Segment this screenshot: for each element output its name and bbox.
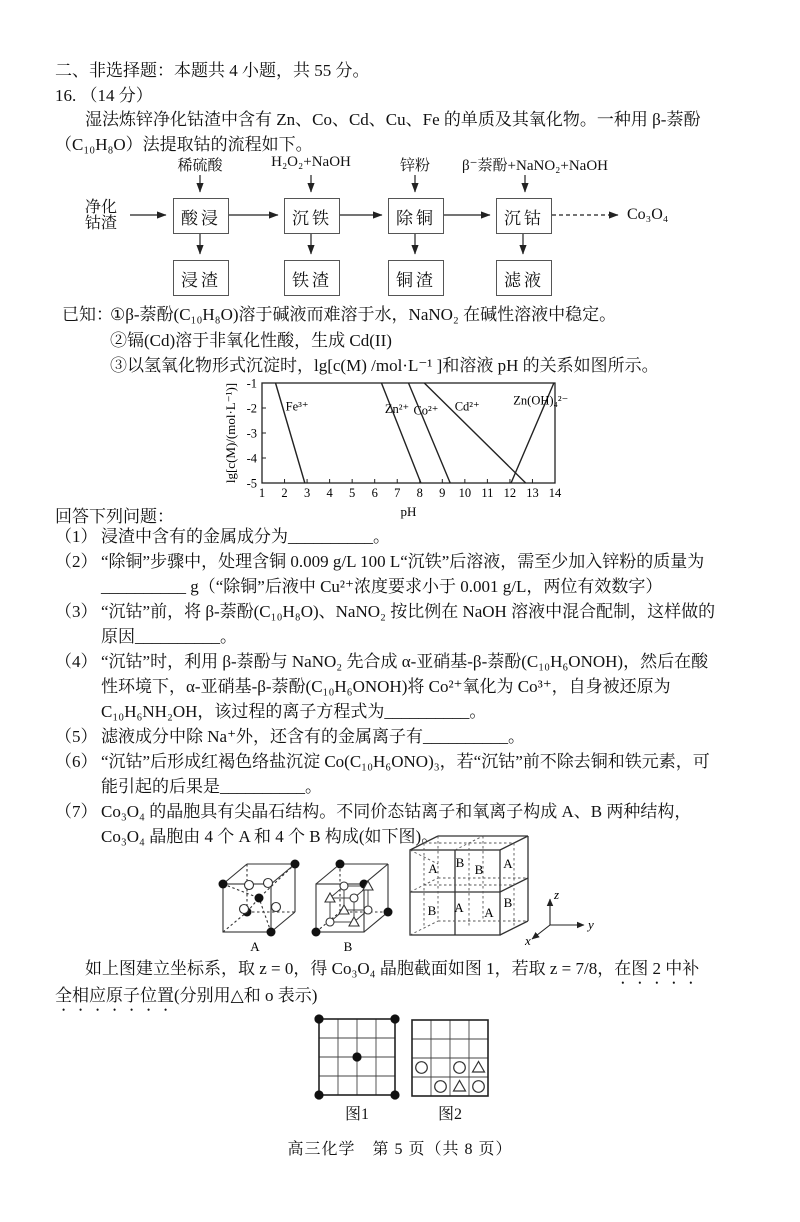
question-16-heading: 16. （14 分） [55, 86, 153, 105]
x-tick-label: 4 [326, 486, 333, 500]
question-3-line: “沉钴”前，将 β-萘酚(C₁₀H₈O)、NaNO₂ 按比例在 NaOH 溶液中混合配制，这样做的 [101, 602, 716, 621]
cell-a-caption: A [250, 939, 260, 954]
intro-line-1: 湿法炼锌净化钴渣中含有 Zn、Co、Cd、Cu、Fe 的单质及其氧化物。一种用 β-萘酚 [85, 110, 701, 129]
residue-box-iron-residue: 铁渣 [284, 260, 340, 296]
process-box-cobalt-precipitation: 沉钴 [496, 198, 552, 234]
closing-line-1-emphasized: 在图 2 中补 [614, 959, 700, 978]
question-2-line: “除铜”步骤中，处理含铜 0.009 g/L 100 L“沉铁”后溶液，需至少加入锌粉的质量为 [101, 552, 705, 571]
question-3 [55, 599, 765, 649]
question-2-number: （2） [55, 552, 98, 571]
source-line-1: 净化 [85, 199, 118, 216]
section-header: 二、非选择题：本题共 4 小题，共 55 分。 [55, 61, 370, 80]
input-h2o2-naoh: H₂O₂+NaOH [271, 154, 351, 170]
question-7-line: Co₃O₄ 晶胞由 4 个 A 和 4 个 B 构成(如下图)。 [101, 827, 439, 846]
question-6-line: 能引起的后果是__________。 [101, 777, 322, 796]
source-material-label [85, 200, 117, 232]
series-label: Co²⁺ [413, 403, 439, 418]
question-4-line: “沉钴”时，利用 β-萘酚与 NaNO₂ 先合成 α-亚硝基-β-萘酚(C₁₀H₆ONOH)，然后在酸 [101, 652, 709, 671]
fig2-cobalt-symbol [473, 1062, 485, 1073]
known-item-3: ③以氢氧化物形式沉淀时，lg[c(M) /mol·L⁻¹ ]和溶液 pH 的关系如图所示。 [110, 356, 659, 375]
product-co3o4: Co₃O₄ [627, 206, 669, 223]
fig1-atom-dot [314, 1090, 323, 1099]
process-flowchart [0, 148, 800, 300]
fig2-oxygen-symbol [416, 1062, 428, 1074]
y-tick-label: -3 [246, 426, 257, 441]
residue-box-filtrate: 滤液 [496, 260, 552, 296]
y-axis-label: y [588, 917, 594, 932]
x-tick-label: 7 [394, 486, 401, 500]
questions-prompt: 回答下列问题： [55, 507, 174, 526]
question-4-line: C₁₀H₆NH₂OH，该过程的离子方程式为__________。 [101, 702, 487, 721]
known-label: 已知： [62, 305, 113, 324]
question-2-line: __________ g（“除铜”后液中 Cu²⁺浓度要求小于 0.001 g/L，两位有效数字） [101, 577, 663, 596]
closing-line-2-normal: (分别用△和 o 表示) [174, 986, 318, 1005]
figure-2-caption: 图2 [437, 1106, 462, 1123]
figure-2-grid[interactable] [412, 1020, 488, 1096]
x-tick-label: 5 [349, 486, 356, 500]
big-cell-label: B [503, 895, 513, 910]
fig1-atom-dot [390, 1090, 399, 1099]
process-box-iron-removal: 沉铁 [284, 198, 340, 234]
y-axis-title: lg[c(M)/(mol·L⁻¹)] [223, 382, 238, 484]
x-tick-label: 14 [548, 486, 562, 500]
figure-1-caption: 图1 [344, 1106, 369, 1123]
page-footer: 高三化学 第 5 页（共 8 页） [287, 1141, 513, 1158]
fig2-oxygen-symbol [435, 1081, 447, 1093]
question-6 [55, 749, 765, 799]
question-4-line: 性环境下，α-亚硝基-β-萘酚(C₁₀H₆ONOH)将 Co²⁺氧化为 Co³⁺，自身被还原为 [101, 677, 671, 696]
x-axis-label: x [525, 933, 531, 948]
question-6-line: “沉钴”后形成红褐色络盐沉淀 Co(C₁₀H₆ONO)₃，若“沉钴”前不除去铜和铁元素，可 [101, 752, 710, 771]
series-line [276, 383, 305, 483]
question-4-number: （4） [55, 652, 98, 671]
question-1-number: （1） [55, 527, 98, 546]
residue-box-leach-residue: 浸渣 [173, 260, 229, 296]
x-tick-label: 6 [371, 486, 378, 500]
source-line-2: 钴渣 [85, 215, 118, 232]
question-5-number: （5） [55, 727, 98, 746]
question-5 [55, 724, 765, 749]
x-tick-label: 11 [481, 486, 494, 500]
closing-line-2-emphasized: 全相应原子位置 [55, 986, 174, 1005]
big-cell-label: A [484, 905, 494, 920]
fig2-oxygen-symbol [454, 1062, 466, 1074]
big-cell-label: A [454, 900, 464, 915]
x-tick-label: 10 [458, 486, 472, 500]
z-axis-label: z [554, 887, 560, 902]
big-cell-label: B [427, 903, 437, 918]
x-tick-label: 1 [258, 486, 266, 500]
figure-1-grid [319, 1019, 395, 1095]
x-tick-label: 3 [303, 486, 311, 500]
question-4 [55, 649, 765, 724]
known-item-2: ②镉(Cd)溶于非氧化性酸，生成 Cd(II) [110, 331, 392, 350]
fig2-cobalt-symbol [454, 1081, 466, 1092]
unit-cell-b-figure [308, 852, 403, 954]
question-3-number: （3） [55, 602, 98, 621]
x-tick-label: 2 [281, 486, 288, 500]
fig1-atom-dot [352, 1052, 361, 1061]
input-dilute-sulfuric-acid: 稀硫酸 [177, 158, 223, 174]
big-cell-label: A [503, 856, 513, 871]
series-line [424, 383, 525, 483]
fig1-atom-dot [390, 1014, 399, 1023]
y-tick-label: -2 [246, 401, 257, 416]
process-box-acid-leach: 酸浸 [173, 198, 229, 234]
question-3-line: 原因__________。 [101, 627, 237, 646]
coordinate-axes [532, 899, 584, 939]
question-5-line: 滤液成分中除 Na⁺外，还含有的金属离子有__________。 [101, 727, 526, 746]
question-7-line: Co₃O₄ 的晶胞具有尖晶石结构。不同价态钴离子和氧离子构成 A、B 两种结构， [101, 802, 692, 821]
questions-section [55, 524, 765, 849]
intro-line-2: （C₁₀H₈O）法提取钴的流程如下。 [55, 135, 313, 154]
unit-cell-a-figure [213, 852, 308, 954]
series-label: Zn(OH)₄²⁻ [513, 393, 569, 408]
x-tick-label: 9 [439, 486, 446, 500]
fig1-atom-dot [314, 1014, 323, 1023]
question-1-line: 浸渣中含有的金属成分为__________。 [101, 527, 390, 546]
big-cell-label: B [474, 862, 484, 877]
x-tick-label: 13 [526, 486, 539, 500]
big-cell-label: A [428, 861, 438, 876]
question-7-number: （7） [55, 802, 98, 821]
ph-solubility-chart [220, 374, 580, 519]
closing-line-2 [55, 981, 317, 1015]
question-2 [55, 549, 765, 599]
series-label: Cd²⁺ [454, 399, 480, 414]
input-naphthol-nano2-naoh: β⁻萘酚+NaNO₂+NaOH [461, 158, 609, 174]
process-box-copper-removal: 除铜 [388, 198, 444, 234]
input-zinc-powder: 锌粉 [399, 158, 431, 174]
y-tick-label: -1 [246, 376, 257, 391]
series-label: Zn²⁺ [384, 402, 410, 416]
residue-box-copper-residue: 铜渣 [388, 260, 444, 296]
x-tick-label: 8 [416, 486, 423, 500]
co3o4-unit-cell-figure [398, 833, 613, 958]
cell-b-caption: B [343, 939, 353, 954]
y-tick-label: -4 [246, 451, 257, 466]
x-axis-title: pH [400, 504, 417, 519]
big-cell-label: B [455, 855, 465, 870]
fig2-oxygen-symbol [473, 1081, 485, 1093]
series-label: Fe³⁺ [285, 399, 309, 414]
x-tick-label: 12 [503, 486, 517, 500]
question-6-number: （6） [55, 752, 98, 771]
known-item-1: ①β-萘酚(C₁₀H₈O)溶于碱液而难溶于水，NaNO₂ 在碱性溶液中稳定。 [110, 305, 617, 324]
question-1 [55, 524, 765, 549]
y-tick-label: -5 [246, 476, 257, 491]
closing-line-1-normal: 如上图建立坐标系，取 z = 0，得 Co₃O₄ 晶胞截面如图 1，若取 z = 7/8， [85, 959, 615, 978]
